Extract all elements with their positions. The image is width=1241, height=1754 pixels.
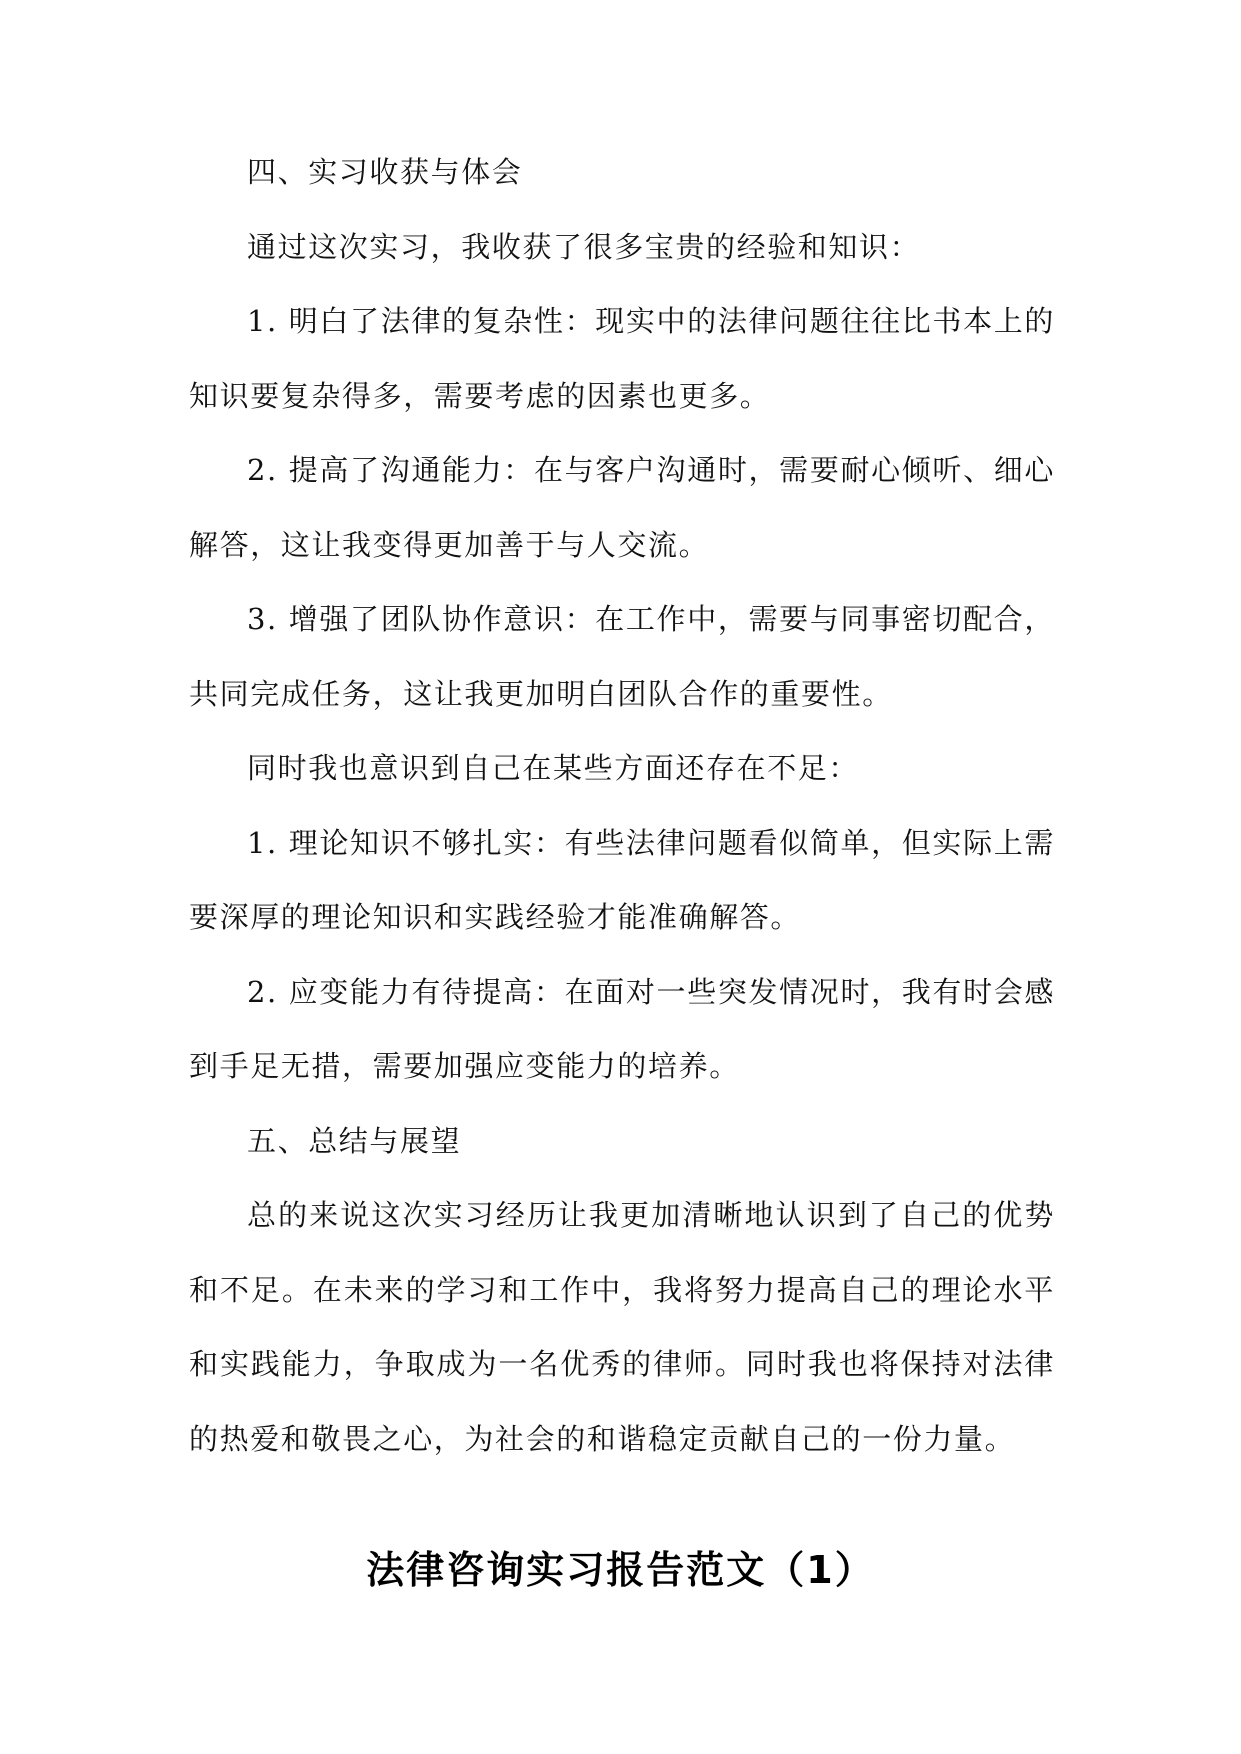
- gains-intro: 通过这次实习，我收获了很多宝贵的经验和知识：: [247, 229, 921, 264]
- section-heading-gains: 四、实习收获与体会: [247, 155, 523, 189]
- page-content: [189, 135, 1055, 1476]
- gain-item: 2. 提高了沟通能力：在与客户沟通时，需要耐心倾听、细心解答，这让我变得更加善于与人交流。: [189, 453, 1055, 562]
- shortcomings-intro: 同时我也意识到自己在某些方面还存在不足：: [247, 751, 860, 785]
- shortcoming-item: 2. 应变能力有待提高：在面对一些突发情况时，我有时会感到手足无措，需要加强应变能力的培养。: [189, 974, 1055, 1083]
- gain-item: 3. 增强了团队协作意识：在工作中，需要与同事密切配合，共同完成任务，这让我更加明白团队合作的重要性。: [189, 602, 1055, 711]
- summary-paragraph: 总的来说这次实习经历让我更加清晰地认识到了自己的优势和不足。在未来的学习和工作中，我将努力提高自己的理论水平和实践能力，争取成为一名优秀的律师。同时我也将保持对法律的热爱和敬畏之心，为社会的和谐稳定贡献自己的一份力量。: [189, 1198, 1055, 1456]
- shortcoming-item: 1. 理论知识不够扎实：有些法律问题看似简单，但实际上需要深厚的理论知识和实践经验才能准确解答。: [189, 825, 1055, 934]
- section-heading-summary: 五、总结与展望: [247, 1123, 462, 1158]
- gain-item: 1. 明白了法律的复杂性：现实中的法律问题往往比书本上的知识要复杂得多，需要考虑的因素也更多。: [189, 304, 1055, 413]
- next-report-title: 法律咨询实习报告范文（1）: [366, 1548, 875, 1592]
